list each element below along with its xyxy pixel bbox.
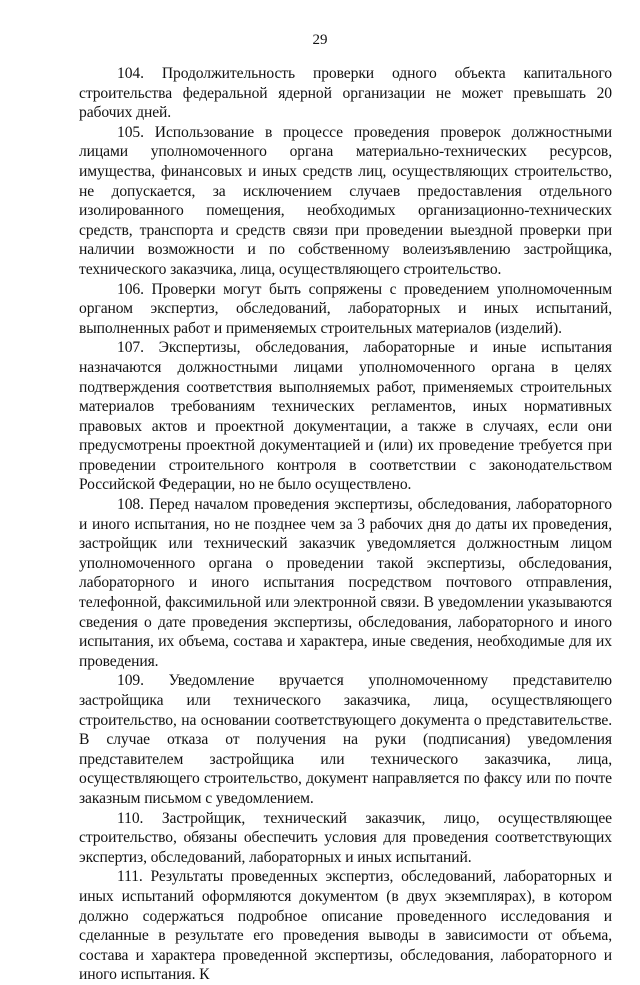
- paragraph-106: 106. Проверки могут быть сопряжены с проведением уполномоченным органом экспертиз, обследований, лабораторных и иных испытаний, выполненных работ и применяемых строительных материалов (изделий).: [79, 280, 612, 337]
- paragraph-111: 111. Результаты проведенных экспертиз, обследований, лабораторных и иных испытаний оформляются документом (в двух экземплярах), в котором должно содержаться подробное описание проведенного исследования и сделанные в результате его проведения выводы в зависимости от объема, состава и характера проведенной экспертизы, обследования, лабораторного и иного испытания. К: [79, 868, 612, 984]
- paragraph-104: 104. Продолжительность проверки одного объекта капитального строительства федеральной ядерной организации не может превышать 20 рабочих дней.: [79, 65, 612, 122]
- paragraph-108: 108. Перед началом проведения экспертизы, обследования, лабораторного и иного испытания, но не позднее чем за 3 рабочих дня до даты их проведения, застройщик или технический заказчик уведомляется должностным лицом уполномоченного органа о проведении такой экспертизы, обследования, лабораторного и иного испытания посредством почтового отправления, телефонной, факсимильной или электронной связи. В уведомлении указываются сведения о дате проведения экспертизы, обследования, лабораторного и иного испытания, их объема, состава и характера, иные сведения, необходимые для их проведения.: [79, 496, 612, 670]
- paragraph-110: 110. Застройщик, технический заказчик, лицо, осуществляющее строительство, обязаны обеспечить условия для проведения соответствующих экспертиз, обследований, лабораторных и иных испытаний.: [79, 809, 612, 866]
- document-body: [79, 64, 612, 985]
- paragraph-105: 105. Использование в процессе проведения проверок должностными лицами уполномоченного органа материально-технических ресурсов, имущества, финансовых и иных средств лиц, осуществляющих строительство, не допускается, за исключением случаев предоставления отдельного изолированного помещения, необходимых организационно-технических средств, транспорта и средств связи при проведении выездной проверки при наличии возможности и по собственному волеизъявлению застройщика, технического заказчика, лица, осуществляющего строительство.: [79, 123, 612, 278]
- paragraph-109: 109. Уведомление вручается уполномоченному представителю застройщика или технического заказчика, лица, осуществляющего строительство, на основании соответствующего документа о представительстве. В случае отказа от получения на руки (подписания) уведомления представителем застройщика или технического заказчика, лица, осуществляющего строительство, документ направляется по факсу или по почте заказным письмом с уведомлением.: [79, 672, 612, 807]
- paragraph-107: 107. Экспертизы, обследования, лабораторные и иные испытания назначаются должностными лицами уполномоченного органа в целях подтверждения соответствия выполняемых работ, применяемых строительных материалов требованиям технических регламентов, иных нормативных правовых актов и проектной документации, а также в случаях, если они предусмотрены проектной документацией и (или) их проведение требуется при проведении строительного контроля в соответствии с законодательством Российской Федерации, но не было осуществлено.: [79, 339, 612, 494]
- page-number: 29: [312, 32, 328, 48]
